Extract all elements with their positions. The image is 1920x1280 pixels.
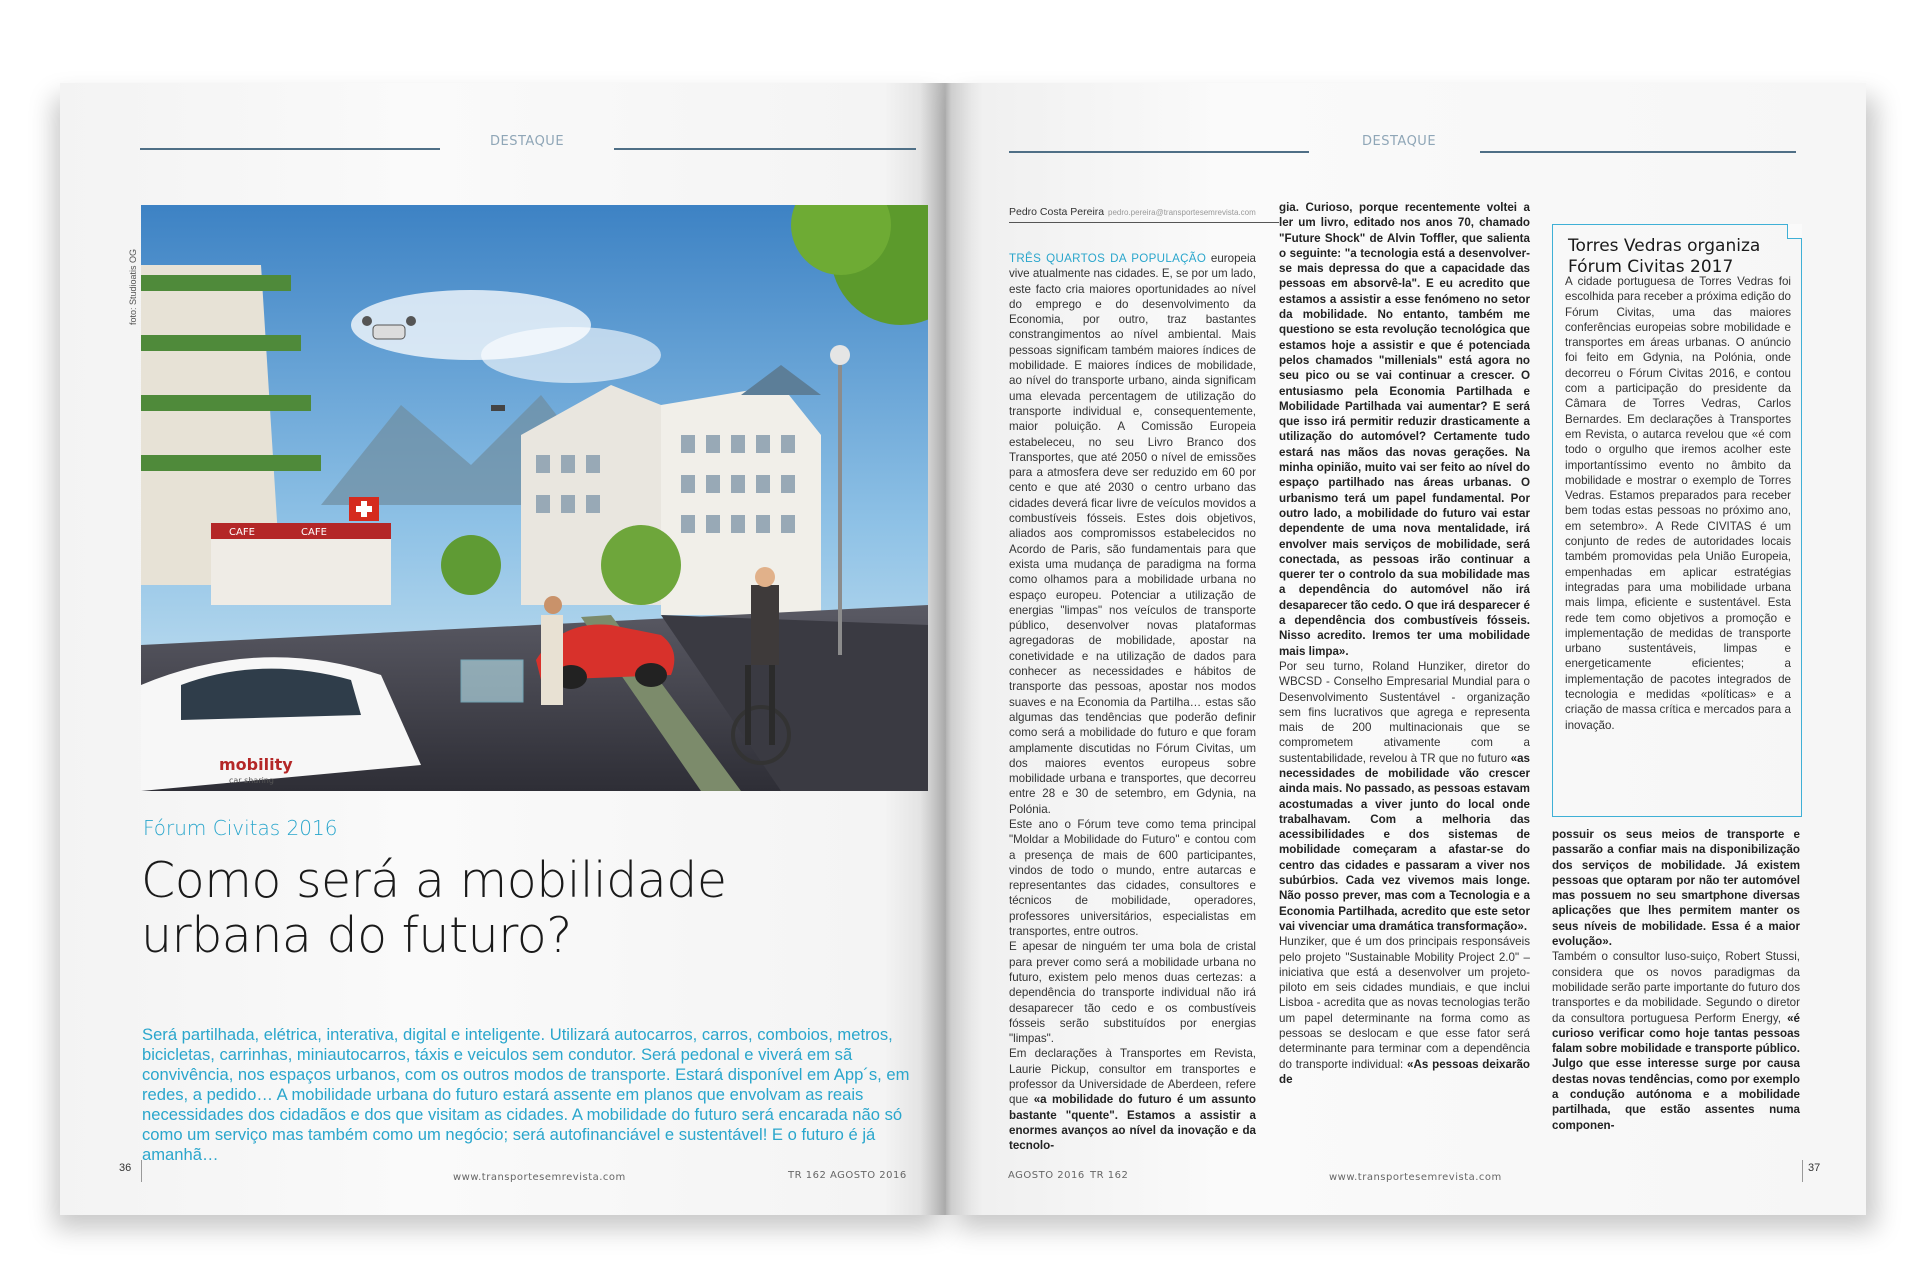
author-name: Pedro Costa Pereira [1009,206,1105,218]
box-text [1565,274,1791,733]
col1-paragraph-3: E apesar de ninguém ter uma bola de cristal para prever como será a mobilidade urbana no futuro, existem pelo menos duas certezas: a dependência do transporte individual não irá desaparecer tão cedo e os combustíveis fósseis serão substituídos por energias "limpas". [1009,940,1256,1046]
lead-paragraph: Será partilhada, elétrica, interativa, digital e inteligente. Utilizará autocarros, carros, comboios, metros, bicicletas, carrinhas, miniautocarros, táxis e veiculos sem condutor. Será pedonal e viverá em sã convivência, nos espaços urbanos, com os outros modos de transporte. Estará disponível em App´s, em redes, a pedido… A mobilidade urbana do futuro estará assente em planos que envolvam as reais necessidades dos cidadãos e dos que visitam as cidades. A mobilidade do futuro será encarada não só como um serviço mas também como um negócio; será autofinanciável e sustentável! E o futuro é já amanhã… [142,1025,910,1164]
date-left: AGOSTO 2016 [830,1170,907,1181]
article-column-1 [1009,251,1256,1154]
box-p1-quote: «é com todo o orgulho que iremos acolher este importantíssimo evento no âmbito da mobilidade e mostrar o exemplo de Torres Vedras. Estamos preparados para receber bem todas estas pessoas no próximo ano, em setembro». [1565,427,1791,533]
car-sub-text: car sharing [229,776,274,785]
website-left: www.transportesemrevista.com [453,1172,626,1183]
author-email: pedro.pereira@transportesemrevista.com [1108,208,1256,217]
col2-p3-text: Hunziker, que é um dos principais responsáveis pelo projeto "Sustainable Mobility Project 2.0" – iniciativa que está a desenvolver um projeto-piloto em seis cidades mundiais, e que inclui Lisboa - acredita que as novas tecnologias terão um papel determinante na forma como as pessoas se deslocam e que esse fator será determinante para terminar com a dependência do transporte individual: [1279,935,1530,1071]
header-rule-left [140,148,440,150]
kicker: Fórum Civitas 2016 [143,816,338,840]
col2-p2-quote: «as necessidades de mobilidade vão crescer ainda mais. No passado, as pessoas estavam acostumadas a viver junto do local onde trabalhavam. Com a melhoria das acessibilidades e dos sistemas de mobilidade começaram a afastar-se do centro das cidades e passaram a viver nos subúrbios. Cada vez vivemos mais longe. Não posso prever, mas com a Tecnologia e a Economia Partilhada, acredito que este setor vai vivenciar uma dramática transformação». [1279,751,1530,933]
headline-line-1: Como será a mobilidade [141,852,727,909]
photo-credit: foto: Studioatis OG [128,248,138,325]
hero-svg [141,205,928,791]
cafe-sign: CAFE [229,527,255,538]
header-rule-right-2 [1480,151,1796,153]
headline-line-2: urbana do futuro? [141,907,572,964]
page-number-right: 37 [1808,1162,1821,1174]
page-number-left: 36 [119,1162,132,1174]
col1-paragraph-1 [1009,251,1256,817]
car-brand-text: mobility [219,755,293,774]
col2-paragraph-3 [1279,934,1530,1087]
hero-illustration [141,205,928,791]
col1-p4-quote: «a mobilidade do futuro é um assunto bastante "quente". Estamos a assistir a enormes avanços ao nível da inovação e da tecnolo- [1009,1093,1256,1153]
col1-paragraph-4 [1009,1046,1256,1153]
box-title: Torres Vedras organiza Fórum Civitas 2017 [1568,236,1761,277]
box-p1-text: A cidade portuguesa de Torres Vedras foi escolhida para receber a próxima edição do Fórum Civitas, uma das maiores conferências europeias sobre mobilidade e transportes em áreas urbanas. O anúncio foi feito em Gdynia, na Polónia, onde decorreu o Fórum Civitas 2016, e contou com a participação do presidente da Câmara de Torres Vedras, Carlos Bernardes. Em declarações à Transportes em Revista, o autarca revelou que [1565,275,1791,441]
col2-paragraph-1: gia. Curioso, porque recentemente voltei a ler um livro, editado nos anos 70, chamado "Future Shock" de Alvin Toffler, que salienta o seguinte: "a tecnologia está a desenvolver-se mais depressa do que a capacidade das pessoas em absorvê-la". E eu acredito que estamos a assistir a esse fenómeno no setor da mobilidade. No entanto, também me questiono se esta revolução tecnológica que estamos hoje a assistir e que é potenciada pelos chamados "millenials" está agora no seu pico ou se vai continuar a crescer. O entusiasmo pela Economia Partilhada e Mobilidade Partilhada vai aumentar? E será que isso irá permitir reduzir drasticamente a utilização do automóvel? Certamente tudo estará nas mãos das novas gerações. Na minha opinião, muito vai ser feito ao nível do espaço partilhado nas áreas urbanas. O urbanismo terá um papel fundamental. Por outro lado, a mobilidade do futuro vai estar dependente de uma nova mentalidade, irá envolver mais serviços de mobilidade, será conectada, as pessoas irão continuar a querer ter o controlo da sua mobilidade mas a dependência do automóvel não irá desaparecer tão cedo. O que irá desparecer é a dependência dos combustíveis fósseis. Nisso acredito. Iremos ter uma mobilidade mais limpa». [1279,201,1530,658]
footer-rule-left [141,1160,142,1182]
col3-p2-quote: «é curioso verificar como hoje tantas pessoas falam sobre mobilidade e transporte público. Julgo que esse interesse surge por causa destas novas tendências, como por exemplo a condução autónoma e a mobilidade partilhada, que estão assentes numa componen- [1552,1011,1800,1132]
section-label-right: DESTAQUE [1362,134,1437,149]
headline [141,853,921,963]
col3-paragraph-1: possuir os seus meios de transporte e passarão a confiar mais na disponibilização dos serviços de mobilidade. Já existem pessoas que optaram por não ter automóvel mas possuem no seu smartphone diversas aplicações que lhes permitem manter os seus níveis de mobilidade. Essa é a maior evolução». [1552,828,1800,949]
article-column-2 [1279,200,1530,1087]
col1-paragraph-2: Este ano o Fórum teve como tema principal "Moldar a Mobilidade do Futuro" e contou com a presença de mais de 600 participantes, vindos de todo o mundo, entre autarcas e representantes das cidades, consultores e técnicos de mobilidade, operadores, professores universitários, especialistas em transportes, entre outros. [1009,817,1256,939]
col1-p4-text: Em declarações à Transportes em Revista, Laurie Pickup, consultor em transportes e professor da Universidade de Aberdeen, refere que [1009,1047,1256,1107]
box-p1-rest: A Rede CIVITAS é um conjunto de redes de autoridades locais também promovidas pela União Europeia, empenhadas em aplicar estratégias integradas para uma mobilidade urbana mais limpa, eficiente e sustentável. Esta rede tem como objetivos a promoção e implementação de medidas de transporte urbano sustentáveis, limpas e energeticamente eficientes; a implementação de pacotes integrados de tecnologia e medidas «políticas» e a criação de massa crítica e mercados para a inovação. [1565,519,1791,732]
issue-right: TR 162 [1090,1170,1129,1181]
footer-rule-right [1802,1160,1803,1182]
col1-p1-text: europeia vive atualmente nas cidades. E, se por um lado, este facto cria maiores oportunidades ao nível do emprego e do desenvolvimento da Economia, por outro, traz bastantes constrangimentos ao nível ambiental. Mais pessoas significam também maiores índices de mobilidade. E maiores índices de mobilidade, ao nível do transporte urbano, ainda significam uma elevada percentagem de utilização do transporte individual e, consequentemente, maior poluição. A Comissão Europeia estabeleceu, no seu Livro Branco dos Transportes, que até 2050 o nível de emissões para a atmosfera deve ser reduzido em 60 por cento e que até 2030 o centro urbano das cidades deverá ficar livre de veículos movidos a combustíveis fósseis. Estes dois objetivos, aliados aos compromissos estabelecidos no Acordo de Paris, são fundamentais para que exista uma mudança de paradigma na forma como olhamos para a mobilidade urbana no espaço europeu. Potenciar a utilização de energias "limpas" nos veículos de transporte público, desenvolver novas plataformas agregadoras de mobilidade, apostar na conetividade e na utilização de dados para conhecer as necessidades e hábitos de transporte das pessoas, apostar nos modos suaves e na Economia da Partilha… estas são algumas das tendências que poderão definir como será a mobilidade do futuro e que foram amplamente discutidas no Fórum Civitas, um dos maiores eventos europeus sobre mobilidade urbana e transportes, que decorreu entre 28 e 30 de setembro, em Gdynia, na Polónia. [1009,252,1256,816]
col3-p2-text: Também o consultor luso-suiço, Robert Stussi, considera que os novos paradigmas da mobilidade serão parte importante do futuro dos transportes e da mobilidade. Segundo o diretor da consultora portuguesa Perform Energy, [1552,950,1800,1025]
byline-rule [1009,222,1279,223]
issue-left: TR 162 [788,1170,827,1181]
col2-p2-text: Por seu turno, Roland Hunziker, diretor do WBCSD - Conselho Empresarial Mundial para o Desenvolvimento Sustentável - organização sem fins lucrativos que agrega e representa mais de 200 multinacionais que se comprometem ativamente com a sustentabilidade, revelou à TR que no futuro [1279,659,1530,765]
col1-intro: TRÊS QUARTOS DA POPULAÇÃO [1009,252,1207,265]
col3-paragraph-2 [1552,949,1800,1133]
date-right: AGOSTO 2016 [1008,1170,1085,1181]
col2-paragraph-2 [1279,659,1530,934]
header-rule-left-2 [614,148,916,150]
section-label-left: DESTAQUE [490,134,565,149]
website-right: www.transportesemrevista.com [1329,1172,1502,1183]
article-column-3 [1552,827,1800,1133]
cafe-sign-2: CAFE [301,527,327,538]
col2-p3-quote: «As pessoas deixarão de [1279,1057,1530,1086]
header-rule-right [1009,151,1309,153]
